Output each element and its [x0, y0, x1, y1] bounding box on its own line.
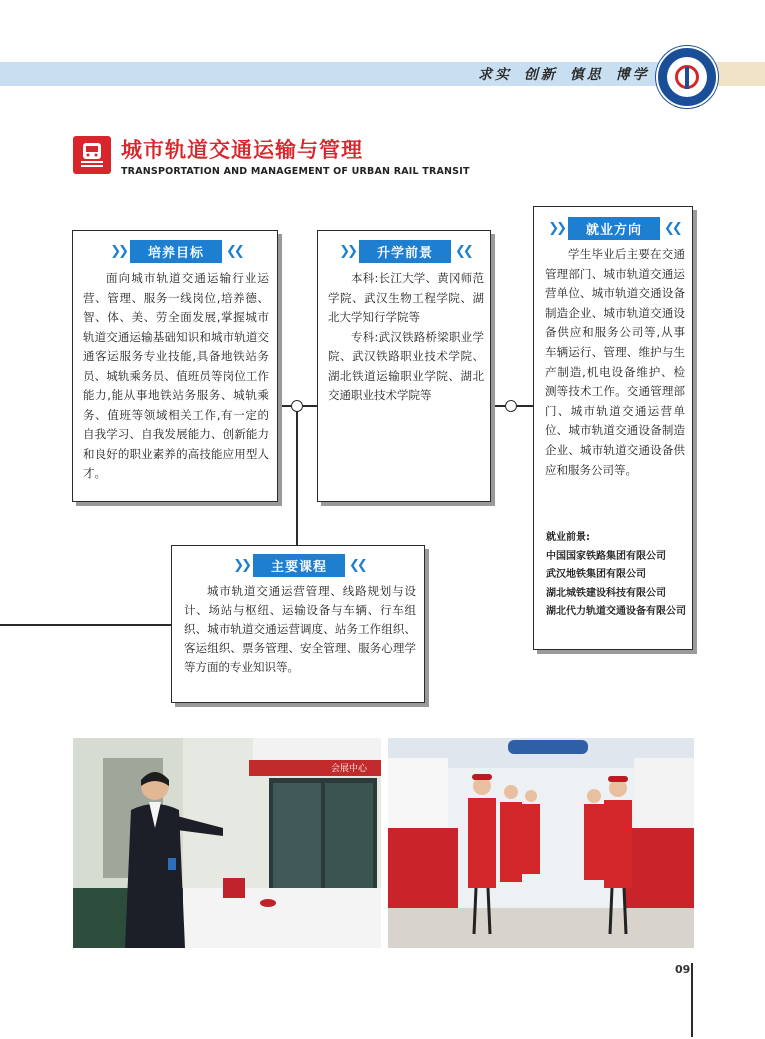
list-item: 武汉地铁集团有限公司 — [546, 569, 646, 580]
training-goal-text: 面向城市轨道交通运输行业运营、管理、服务一线岗位,培养德、智、体、美、劳全面发展,掌握城市轨道交通运输基础知识和城市轨道交通客运服务专业技能,具备地铁站务员、城轨乘务员、值班员等岗位工作能力,能从事地铁站务服务、城轨乘务、值班等领域相关工作,有一定的自我学习、自我发展能力、创新能力和良好的职业素养的高技能应用型人才。 — [83, 271, 269, 480]
section-subtitle-en: TRANSPORTATION AND MANAGEMENT OF URBAN RAIL TRANSIT — [121, 166, 470, 177]
list-item: 中国国家铁路集团有限公司 — [546, 550, 666, 562]
station-sign: 会展中心 — [331, 764, 368, 774]
training-goal-box — [72, 230, 278, 502]
header-band-tip — [714, 62, 765, 86]
connector-line — [0, 624, 171, 626]
employment-prospects: 就业前景: 中国国家铁路集团有限公司 武汉地铁集团有限公司 湖北城铁建设科技有限公司 湖北代力轨道交通设备有限公司 — [546, 529, 686, 622]
photo-metro-staff — [73, 738, 381, 948]
header-band — [0, 62, 765, 86]
page-number-rule — [691, 963, 693, 1037]
employment-box — [533, 206, 693, 650]
main-courses-text: 城市轨道交通运营管理、线路规划与设计、场站与枢纽、运输设备与车辆、行车组织、城市轨道交通运营调度、站务工作组织、客运组织、票务管理、安全管理、服务心理学等方面的专业知识等。 — [184, 584, 416, 674]
box-heading: ❯❯ 升学前景 ❮❮ — [318, 240, 492, 262]
photo-train-attendants — [388, 738, 694, 948]
box-heading: ❯❯ 就业方向 ❮❮ — [534, 217, 694, 239]
school-logo — [656, 46, 718, 108]
further-study-box — [317, 230, 491, 502]
box-heading: ❯❯ 培养目标 ❮❮ — [73, 240, 279, 262]
school-motto: 求实 创新 慎思 博学 — [478, 67, 650, 83]
list-item: 湖北代力轨道交通设备有限公司 — [546, 606, 686, 617]
connector-node — [291, 400, 303, 412]
list-item: 湖北城铁建设科技有限公司 — [546, 587, 666, 599]
box-heading: ❯❯ 主要课程 ❮❮ — [172, 554, 426, 576]
page-number: 09 — [675, 963, 691, 976]
further-study-text: 本科:长江大学、黄冈师范学院、武汉生物工程学院、湖北大学知行学院等 专科:武汉铁路桥梁职业学院、武汉铁路职业技术学院、湖北铁道运输职业学院、湖北交通职业技术学院等 — [328, 271, 484, 402]
main-courses-box — [171, 545, 425, 703]
connector-node — [505, 400, 517, 412]
connector-line — [296, 411, 298, 545]
section-title: 城市轨道交通运输与管理 — [121, 138, 363, 162]
employment-text: 学生毕业后主要在交通管理部门、城市轨道交通运营单位、城市轨道交通设备制造企业、城市轨道交通设备供应和服务公司等,从事车辆运行、管理、维护与生产制造,机电设备维护、检测等技术工作。交通管理部门、城市轨道交通运营单位、城市轨道交通设备制造企业、城市轨道交通设备供应和服务公司等。 — [545, 247, 685, 477]
train-icon — [73, 136, 111, 174]
